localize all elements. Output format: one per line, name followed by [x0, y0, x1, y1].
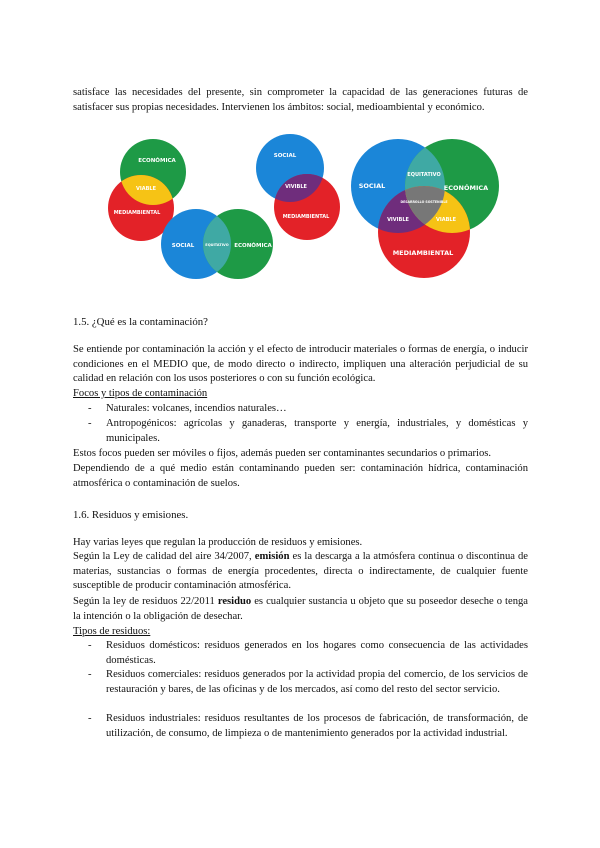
- venn-desarrollo-sostenible: [351, 139, 499, 278]
- label-social: SOCIAL: [171, 243, 195, 249]
- tipo-industriales: Residuos industriales: residuos resultantes de los procesos de fabricación, de transformación, de utilización, de consumo, de limpieza o de mantenimiento generados por la actividad industrial.: [106, 713, 528, 739]
- label-social: SOCIAL: [358, 182, 386, 190]
- label-viable: VIABLE: [435, 217, 457, 223]
- tipo-domesticos: Residuos domésticos: residuos generados en los hogares como consecuencia de las actividades domésticas.: [106, 640, 528, 666]
- emision-definition: Según la Ley de calidad del aire 34/2007, emisión es la descarga a la atmósfera continua o discontinua de materias, sustancias o formas de energía procedentes, directa o indirectamente, de cualquier fuente susceptible de producir contaminación atmosférica.: [73, 551, 528, 592]
- focos-moviles-paragraph: Estos focos pueden ser móviles o fijos, además pueden ser contaminantes secundarios o primarios.: [73, 448, 492, 459]
- label-economica: ECONÓMICA: [234, 243, 272, 249]
- label-economica: ECONÓMICA: [138, 158, 176, 164]
- sustainability-venn-diagrams: [0, 125, 600, 290]
- list-item: - Antropogénicos: agrícolas y ganaderas, transporte y energía, industriales, y domésticas y municipales.: [88, 417, 528, 446]
- leyes-paragraph: Hay varias leyes que regulan la producción de residuos y emisiones.: [73, 537, 363, 548]
- label-equitativo: EQUITATIVO: [205, 243, 229, 247]
- list-item: - Naturales: volcanes, incendios naturales…: [88, 402, 528, 417]
- heading-1-6: 1.6. Residuos y emisiones.: [73, 509, 189, 521]
- contaminacion-definition: Se entiende por contaminación la acción y el efecto de introducir materiales o formas de energía, o inducir condiciones en el MEDIO que, de modo directo o indirecto, impliquen una alteración perjudicial de su calidad en relación con los usos posteriores o con su función ecológica.: [73, 344, 528, 385]
- label-medioambiental: MEDIAMBIENTAL: [282, 214, 330, 220]
- label-economica: ECONÓMICA: [443, 184, 489, 192]
- term-residuo: residuo: [217, 596, 252, 607]
- venn-vivible: [256, 134, 340, 240]
- label-vivible: VIVIBLE: [285, 184, 307, 190]
- list-item: - Residuos domésticos: residuos generados en los hogares como consecuencia de las actividades domésticas.: [88, 639, 528, 668]
- medio-contaminado-paragraph: Dependiendo de a qué medio están contaminando pueden ser: contaminación hídrica, contaminación atmosférica o contaminación de suelos.: [73, 463, 528, 489]
- focos-title: Focos y tipos de contaminación: [73, 388, 208, 399]
- tipo-comerciales: Residuos comerciales: residuos generados por la actividad propia del comercio, de los servicios de restauración y bares, de las oficinas y de los mercados, así como del resto del sector servicio.: [106, 669, 528, 695]
- label-medioambiental: MEDIAMBIENTAL: [392, 249, 454, 257]
- label-vivible: VIVIBLE: [387, 217, 409, 223]
- heading-1-5: 1.5. ¿Qué es la contaminación?: [73, 316, 208, 328]
- list-item: - Residuos industriales: residuos resultantes de los procesos de fabricación, de transformación, de utilización, de consumo, de limpieza o de mantenimiento generados por la actividad industrial.: [88, 712, 528, 741]
- term-emision: emisión: [254, 551, 290, 562]
- label-viable: VIABLE: [135, 186, 157, 192]
- label-equitativo: EQUITATIVO: [407, 172, 441, 178]
- tipos-title: Tipos de residuos:: [73, 626, 151, 637]
- label-desarrollo-sostenible: DESARROLLO SOSTENIBLE: [400, 200, 448, 204]
- label-social: SOCIAL: [273, 153, 297, 159]
- list-item: - Residuos comerciales: residuos generados por la actividad propia del comercio, de los servicios de restauración y bares, de las oficinas y de los mercados, así como del resto del sector servicio.: [88, 668, 528, 697]
- venn-equitativo: [161, 209, 273, 279]
- label-medioambiental: MEDIAMBIENTAL: [113, 210, 161, 216]
- intro-paragraph: satisface las necesidades del presente, sin comprometer la capacidad de las generaciones futuras de satisfacer sus propias necesidades. Intervienen los ámbitos: social, medioambiental y económico.: [73, 87, 528, 113]
- focos-item-antropogenicos: Antropogénicos: agrícolas y ganaderas, transporte y energía, industriales, y domésticas y municipales.: [106, 418, 528, 444]
- focos-item-naturales: Naturales: volcanes, incendios naturales…: [106, 403, 287, 414]
- residuo-definition: Según la ley de residuos 22/2011 residuo es cualquier sustancia u objeto que su poseedor deseche o tenga la intención o la obligación de desechar.: [73, 596, 528, 622]
